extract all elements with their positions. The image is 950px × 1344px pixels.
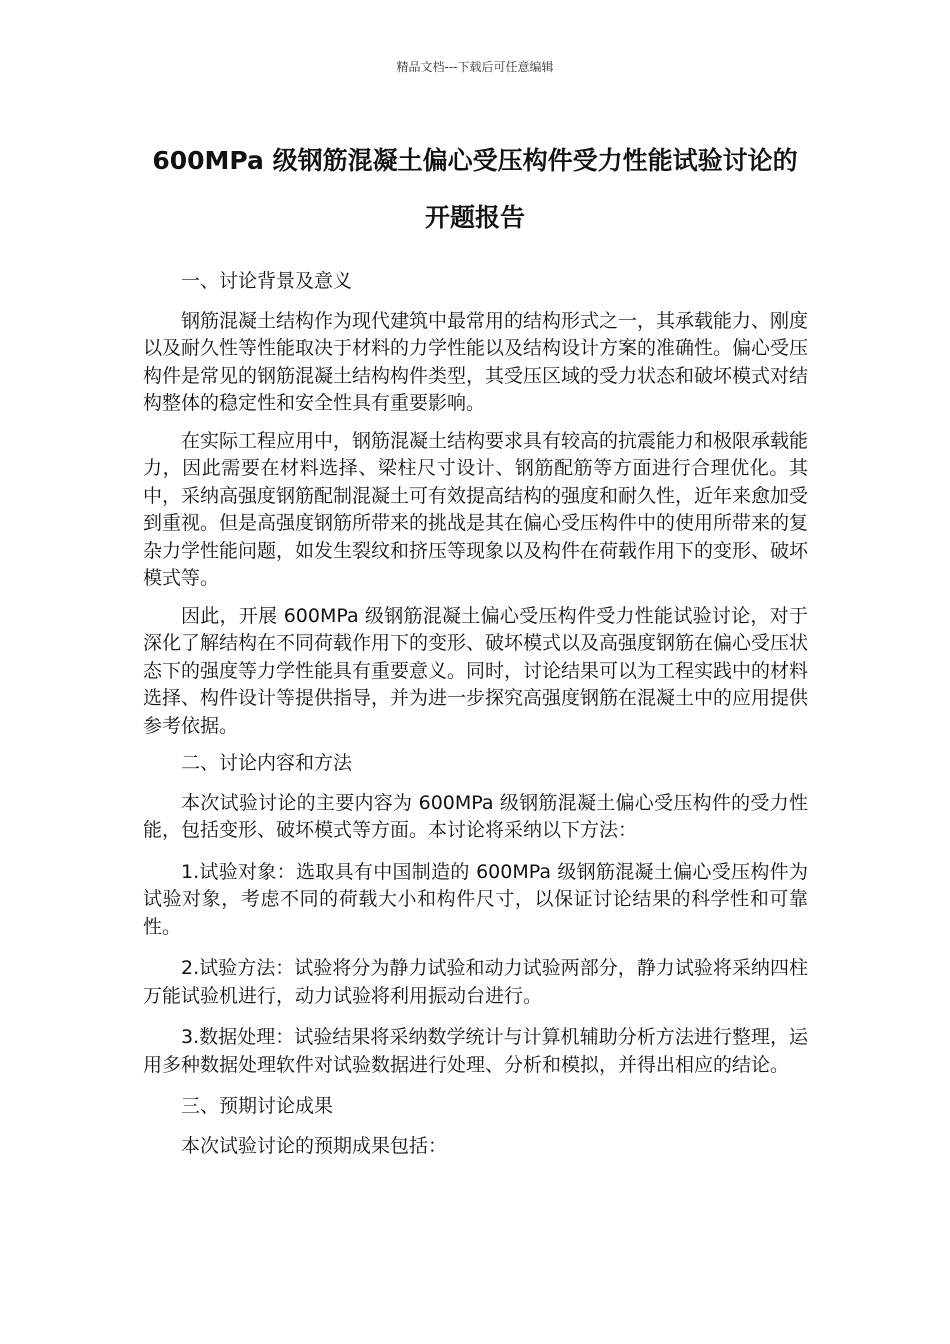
paragraph: 本次试验讨论的预期成果包括： — [181, 1134, 448, 1157]
paragraph: 因此，开展 600MPa 级钢筋混凝土偏心受压构件受力性能试验讨论，对于深化了解结构在不同荷载作用下的变形、破坏模式以及高强度钢筋在偏心受压状态下的强度等力学性能具有重要意义。同时，讨论结果可以为工程实践中的材料选择、构件设计等提供指导，并为进一步探究高强度钢筋在混凝土中的应用提供参考依据。 — [143, 604, 809, 737]
section-heading-methods: 二、讨论内容和方法 — [181, 752, 353, 774]
section-heading-background: 一、讨论背景及意义 — [181, 270, 353, 292]
paragraph: 在实际工程应用中，钢筋混凝土结构要求具有较高的抗震能力和极限承载能力，因此需要在材料选择、梁柱尺寸设计、钢筋配筋等方面进行合理优化。其中，采纳高强度钢筋配制混凝土可有效提高结构的强度和耐久性，近年来愈加受到重视。但是高强度钢筋所带来的挑战是其在偏心受压构件中的使用所带来的复杂力学性能问题，如发生裂纹和挤压等现象以及构件在荷载作用下的变形、破坏模式等。 — [143, 429, 809, 589]
list-item-data-processing: 3.数据处理：试验结果将采纳数学统计与计算机辅助分析方法进行整理，运用多种数据处理软件对试验数据进行处理、分析和模拟，并得出相应的结论。 — [143, 1026, 808, 1076]
document-title: 600MPa 级钢筋混凝土偏心受压构件受力性能试验讨论的开题报告 — [152, 146, 798, 232]
page-header: 精品文档---下载后可任意编辑 — [396, 60, 554, 74]
document-body — [143, 268, 808, 1170]
list-item-test-method: 2.试验方法：试验将分为静力试验和动力试验两部分，静力试验将采纳四柱万能试验机进行，动力试验将利用振动台进行。 — [143, 957, 808, 1007]
paragraph: 本次试验讨论的主要内容为 600MPa 级钢筋混凝土偏心受压构件的受力性能，包括变形、破坏模式等方面。本讨论将采纳以下方法： — [143, 791, 808, 841]
paragraph: 钢筋混凝土结构作为现代建筑中最常用的结构形式之一，其承载能力、刚度以及耐久性等性能取决于材料的力学性能以及结构设计方案的准确性。偏心受压构件是常见的钢筋混凝土结构构件类型，其受压区域的受力状态和破坏模式对结构整体的稳定性和安全性具有重要影响。 — [143, 309, 809, 414]
section-heading-expected-results: 三、预期讨论成果 — [181, 1095, 334, 1117]
list-item-test-object: 1.试验对象：选取具有中国制造的 600MPa 级钢筋混凝土偏心受压构件为试验对象，考虑不同的荷载大小和构件尺寸，以保证讨论结果的科学性和可靠性。 — [143, 860, 808, 938]
